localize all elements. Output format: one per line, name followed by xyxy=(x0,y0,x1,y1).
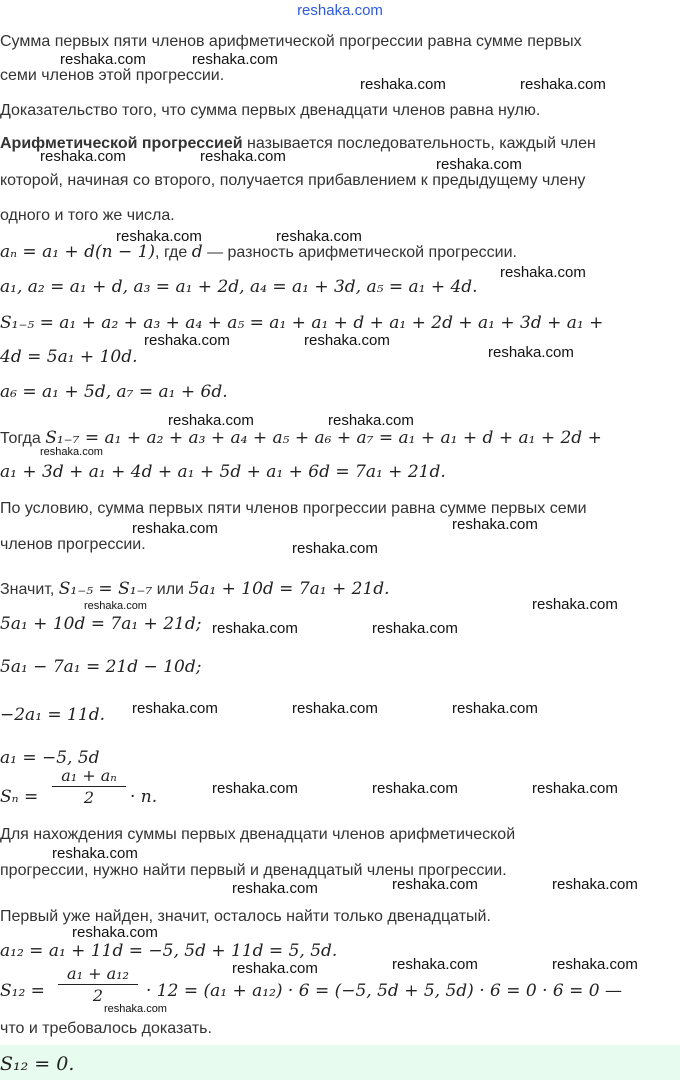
watermark: reshaka.com xyxy=(520,76,606,93)
watermark: reshaka.com xyxy=(372,780,458,797)
text-line: одного и того же числа. xyxy=(0,207,175,224)
answer-formula: S₁₂ = 0. xyxy=(0,1053,75,1075)
watermark: reshaka.com xyxy=(372,620,458,637)
formula: S₁₋₅ = a₁ + a₂ + a₃ + a₄ + a₅ = a₁ + a₁ + d + a₁ + 2d + a₁ + 3d + a₁ + xyxy=(0,313,604,333)
watermark: reshaka.com xyxy=(144,332,230,349)
watermark: reshaka.com xyxy=(276,228,362,245)
text-line: семи членов этой прогрессии. xyxy=(0,67,225,84)
formula: a₁₂ = a₁ + 11d = −5, 5d + 11d = 5, 5d. xyxy=(0,941,338,961)
watermark: reshaka.com xyxy=(392,956,478,973)
formula: a₁, a₂ = a₁ + d, a₃ = a₁ + 2d, a₄ = a₁ + 3d, a₅ = a₁ + 4d. xyxy=(0,277,478,297)
watermark: reshaka.com xyxy=(500,264,586,281)
watermark: reshaka.com xyxy=(212,780,298,797)
formula-lhs: Sₙ = xyxy=(0,787,39,807)
watermark: reshaka.com xyxy=(436,156,522,173)
text-line: По условию, сумма первых пяти членов прогрессии равна сумме первых семи xyxy=(0,500,587,517)
text-line: которой, начиная со второго, получается прибавлением к предыдущему члену xyxy=(0,172,586,189)
watermark: reshaka.com xyxy=(132,520,218,537)
watermark: reshaka.com xyxy=(552,956,638,973)
watermark: reshaka.com xyxy=(304,332,390,349)
text-fragment: Тогда xyxy=(0,430,46,447)
fraction-denominator: 2 xyxy=(92,986,104,1005)
text-line: Первый уже найден, значит, осталось найти только двенадцатый. xyxy=(0,908,491,925)
formula: d xyxy=(191,242,203,262)
fraction-bar xyxy=(58,984,138,985)
watermark: reshaka.com xyxy=(532,596,618,613)
watermark: reshaka.com xyxy=(360,76,446,93)
watermark: reshaka.com xyxy=(392,876,478,893)
watermark: reshaka.com xyxy=(84,600,147,612)
text-line: Для нахождения суммы первых двенадцати членов арифметической xyxy=(0,826,516,843)
formula: −2a₁ = 11d. xyxy=(0,705,105,725)
watermark: reshaka.com xyxy=(232,960,318,977)
text-fragment: или xyxy=(152,581,189,598)
text-fragment: , где xyxy=(155,244,192,261)
watermark: reshaka.com xyxy=(132,700,218,717)
watermark: reshaka.com xyxy=(532,780,618,797)
watermark: reshaka.com xyxy=(552,876,638,893)
watermark: reshaka.com xyxy=(328,412,414,429)
formula-line xyxy=(0,579,390,599)
formula-rhs: · 12 = (a₁ + a₁₂) · 6 = (−5, 5d + 5, 5d) · 6 = 0 · 6 = 0 — xyxy=(146,981,622,1001)
watermark: reshaka.com xyxy=(452,516,538,533)
text-line: прогрессии, нужно найти первый и двенадцатый члены прогрессии. xyxy=(0,862,507,879)
watermark: reshaka.com xyxy=(52,845,138,862)
text-line: что и требовалось доказать. xyxy=(0,1020,212,1037)
watermark: reshaka.com xyxy=(200,148,286,165)
definition-term: Арифметической прогрессией xyxy=(0,135,243,152)
formula: 5a₁ + 10d = 7a₁ + 21d; xyxy=(0,614,202,634)
watermark: reshaka.com xyxy=(40,148,126,165)
text-fragment: — разность арифметической прогрессии. xyxy=(202,244,517,261)
definition-text: называется последовательность, каждый член xyxy=(242,135,596,152)
fraction-denominator: 2 xyxy=(83,788,95,807)
watermark: reshaka.com xyxy=(488,344,574,361)
formula: a₁ + 3d + a₁ + 4d + a₁ + 5d + a₁ + 6d = 7a₁ + 21d. xyxy=(0,462,446,482)
formula: S₁₋₇ = a₁ + a₂ + a₃ + a₄ + a₅ + a₆ + a₇ = a₁ + a₁ + d + a₁ + 2d + xyxy=(45,428,602,448)
watermark: reshaka.com xyxy=(212,620,298,637)
watermark: reshaka.com xyxy=(292,540,378,557)
fraction-numerator: a₁ + aₙ xyxy=(61,766,117,785)
watermark: reshaka.com xyxy=(116,228,202,245)
text-line: членов прогрессии. xyxy=(0,536,146,553)
fraction xyxy=(52,766,126,807)
fraction-bar xyxy=(52,786,126,787)
formula: S₁₋₅ = S₁₋₇ xyxy=(58,579,153,599)
watermark: reshaka.com xyxy=(292,700,378,717)
text-line: Сумма первых пяти членов арифметической прогрессии равна сумме первых xyxy=(0,33,582,50)
text-line: Доказательство того, что сумма первых двенадцати членов равна нулю. xyxy=(0,102,541,119)
text-fragment: Значит, xyxy=(0,581,59,598)
watermark: reshaka.com xyxy=(72,924,158,941)
formula: 4d = 5a₁ + 10d. xyxy=(0,347,138,367)
watermark: reshaka.com xyxy=(452,700,538,717)
site-watermark: reshaka.com xyxy=(297,2,383,19)
fraction xyxy=(58,964,138,1005)
answer-box xyxy=(0,1045,680,1080)
formula-rhs: · n. xyxy=(130,787,158,807)
formula-line xyxy=(0,242,517,262)
watermark: reshaka.com xyxy=(192,51,278,68)
formula: aₙ = a₁ + d(n − 1) xyxy=(0,242,156,262)
watermark: reshaka.com xyxy=(40,446,103,458)
watermark: reshaka.com xyxy=(104,1003,167,1015)
watermark: reshaka.com xyxy=(60,51,146,68)
watermark: reshaka.com xyxy=(232,880,318,897)
fraction-numerator: a₁ + a₁₂ xyxy=(67,964,129,983)
watermark: reshaka.com xyxy=(168,412,254,429)
formula: a₁ = −5, 5d xyxy=(0,748,100,768)
formula: a₆ = a₁ + 5d, a₇ = a₁ + 6d. xyxy=(0,382,228,402)
formula-lhs: S₁₂ = xyxy=(0,981,45,1001)
formula: 5a₁ − 7a₁ = 21d − 10d; xyxy=(0,657,202,677)
formula-line xyxy=(0,428,602,448)
formula: 5a₁ + 10d = 7a₁ + 21d. xyxy=(188,579,390,599)
